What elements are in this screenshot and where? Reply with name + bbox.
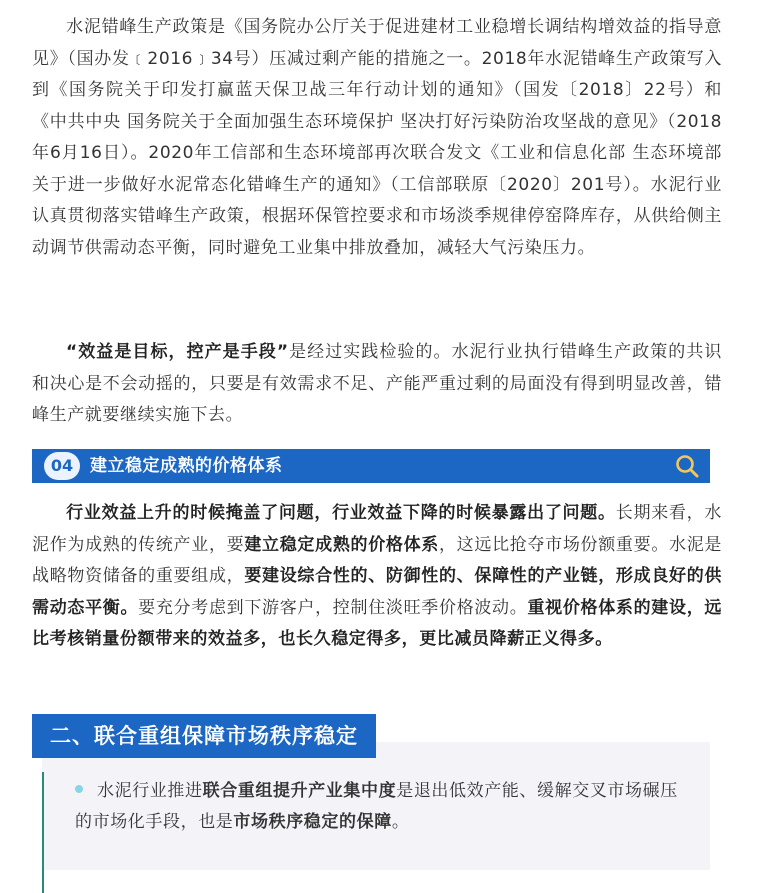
- body-text: 要充分考虑到下游客户，控制住淡旺季价格波动。: [138, 597, 528, 618]
- body-text: 。: [391, 812, 410, 832]
- paragraph-price-system: [32, 498, 722, 656]
- paragraph-principle: [32, 337, 722, 432]
- section-title: 建立稳定成熟的价格体系: [90, 456, 283, 476]
- section-heading-04: [32, 449, 710, 483]
- paragraph-principle-bold: “效益是目标，控产是手段”: [66, 342, 289, 362]
- search-icon[interactable]: [674, 453, 700, 479]
- bold-text: 市场秩序稳定的保障: [233, 812, 392, 832]
- bold-text: 重视价格体系的建设，远比考核销量份额带来的效益多，也长久稳定得多，更比减员降薪正义得多。: [32, 597, 722, 649]
- bold-text: 联合重组提升产业集中度: [202, 781, 397, 801]
- paragraph-policy: [32, 12, 722, 264]
- bold-text: 要建设综合性的、防御性的、保障性的产业链，形成良好的供需动态平衡。: [32, 566, 723, 618]
- bold-text: 行业效益上升的时候掩盖了问题，行业效益下降的时候暴露出了问题。: [66, 503, 616, 523]
- bullet-dot-icon: [75, 785, 83, 793]
- paragraph-policy-text: 水泥错峰生产政策是《国务院办公厅关于促进建材工业稳增长调结构增效益的指导意见》（国办发﹝2016﹞34号）压减过剩产能的措施之一。2018年水泥错峰生产政策写入到《国务院关于印发打赢蓝天保卫战三年行动计划的通知》（国发〔2018〕22号）和《中共中央 国务院关于全面加强生态环境保护 坚决打好污染防治攻坚战的意见》（2018年6月16日）。2020年工信部和生态环境部再次联合发文《工业和信息化部 生态环境部关于进一步做好水泥常态化错峰生产的通知》（工信部联原〔2020〕201号）。水泥行业认真贯彻落实错峰生产政策，根据环保管控要求和市场淡季规律停窑降库存，从供给侧主动调节供需动态平衡，同时避免工业集中排放叠加，减轻大气污染压力。: [32, 17, 722, 258]
- body-text: 是退出低效产能、缓解交叉市场碾压的市场化手段，也是: [75, 781, 678, 832]
- body-text: ，这远比抢夺市场份额重要。水泥是战略物资储备的重要组成，: [32, 534, 722, 586]
- quote-text: [75, 776, 685, 838]
- quote-border-line: [42, 772, 44, 893]
- section-number-badge: 04: [44, 452, 80, 480]
- body-text: 水泥行业推进: [97, 781, 203, 801]
- section-heading-2: 二、联合重组保障市场秩序稳定: [32, 714, 376, 758]
- bold-text: 建立稳定成熟的价格体系: [244, 534, 439, 555]
- body-text: 长期来看，水泥作为成熟的传统产业，要: [32, 503, 722, 555]
- paragraph-principle-text: 是经过实践检验的。水泥行业执行错峰生产政策的共识和决心是不会动摇的，只要是有效需求不足、产能严重过剩的局面没有得到明显改善，错峰生产就要继续实施下去。: [32, 342, 722, 425]
